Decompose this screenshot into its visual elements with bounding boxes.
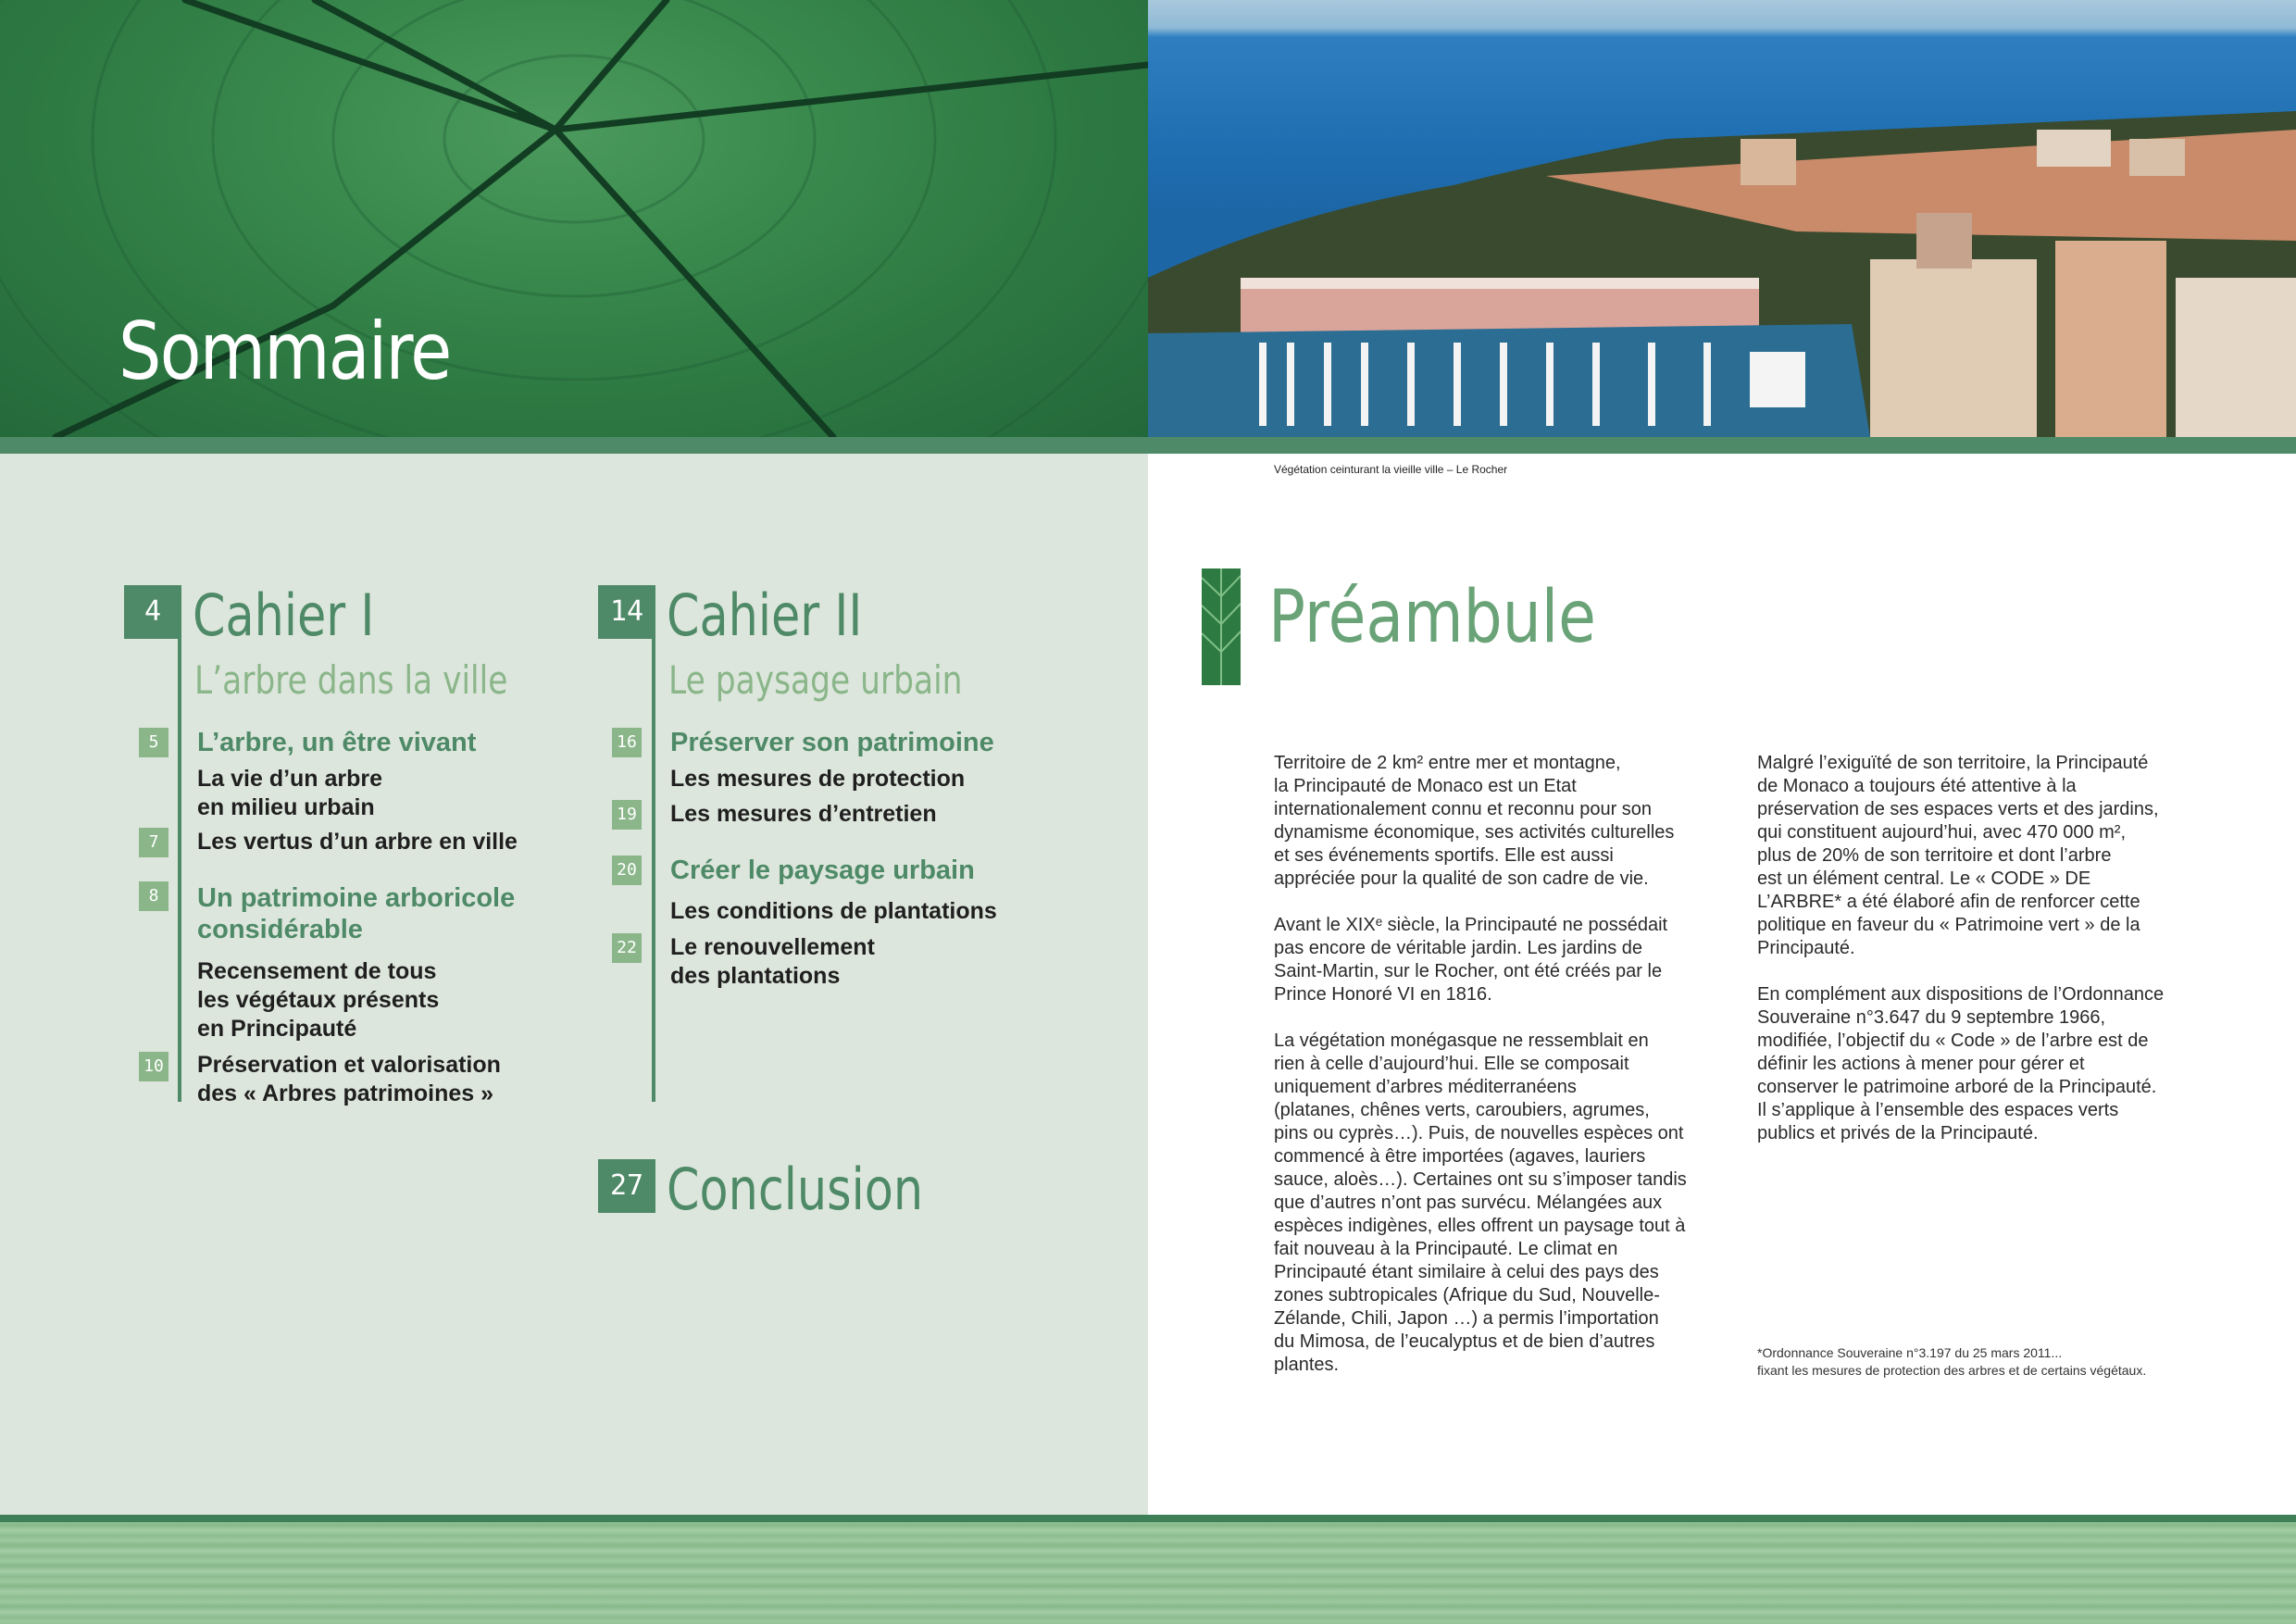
page-number: 20 [612, 856, 642, 885]
toc-section: Créer le paysage urbain [670, 856, 975, 885]
cahier1-rule [178, 639, 181, 1102]
footnote: *Ordonnance Souveraine n°3.197 du 25 mars 2011... fixant les mesures de protection des arbres et de certains végétaux. [1757, 1345, 2147, 1378]
section-title: Préambule [1268, 576, 1596, 659]
header-band [0, 437, 2296, 454]
page-number: 19 [612, 800, 642, 830]
paragraph: La végétation monégasque ne ressemblait en rien à celle d’aujourd’hui. Elle se composait uniquement d’arbres méditerranéens (platanes, chênes verts, caroubiers, agrumes, pins ou cyprès…). Puis, de nouvelles espèces ont commencé à être importées (agaves, lauriers sauce, aloès…). Certaines ont su s’imposer tandis que d’autres n’ont pas survécu. Mélangées aux espèces indigènes, elles offrent un paysage tout à fait nouveau à la Principauté. Le climat en Principauté étant similaire à celui des pays des zones subtropicales (Afrique du Sud, Nouvelle- Zélande, Chili, Japon …) a permis l’importation du Mimosa, de l’eucalyptus et de bien d’autres plantes. [1274, 1031, 1687, 1375]
toc-item: Les mesures d’entretien [670, 801, 937, 827]
page-number: 5 [139, 728, 168, 757]
page-title: Sommaire [119, 306, 451, 398]
footer-rule [0, 1515, 2296, 1522]
page-number: 22 [612, 933, 642, 963]
page-number: 8 [139, 881, 168, 911]
toc-item: Le renouvellement des plantations [670, 934, 875, 989]
photo-caption: Végétation ceinturant la vieille ville – Le Rocher [1274, 463, 1508, 476]
monaco-harbour-photo [1148, 0, 2296, 437]
conclusion-page-badge: 27 [598, 1159, 655, 1213]
cahier2-subtitle: Le paysage urbain [668, 657, 963, 703]
page-number: 16 [612, 728, 642, 757]
body-column-1 [1274, 752, 1709, 1400]
paragraph: En complément aux dispositions de l’Ordonnance Souveraine n°3.647 du 9 septembre 1966, modifiée, l’objectif du « Code » de l’arbre est de définir les actions à mener pour gérer et conserver le patrimoine arboré de la Principauté. Il s’applique à l’ensemble des espaces verts publics et privés de la Principauté. [1757, 984, 2165, 1143]
toc-section: Un patrimoine arboricole considérable [197, 883, 516, 944]
paragraph: Avant le XIXᵉ siècle, la Principauté ne possédait pas encore de véritable jardin. Les jardins de Saint-Martin, sur le Rocher, ont été créés par le Prince Honoré VI en 1816. [1274, 915, 1668, 1005]
toc-item: Les mesures de protection [670, 766, 966, 792]
cahier2-page-badge: 14 [598, 585, 655, 639]
leaf-icon [1202, 568, 1241, 685]
cahier2-title: Cahier II [667, 581, 863, 649]
conclusion-title: Conclusion [667, 1156, 924, 1223]
toc-section: Préserver son patrimoine [670, 728, 994, 757]
toc-section: L’arbre, un être vivant [197, 728, 477, 757]
cahier2-rule [652, 639, 655, 1102]
toc-item: Recensement de tous les végétaux présents en Principauté [197, 958, 440, 1042]
wood-texture-footer [0, 1515, 2296, 1624]
cahier1-subtitle: L’arbre dans la ville [194, 657, 508, 703]
paragraph: Malgré l’exiguïté de son territoire, la Principauté de Monaco a toujours été attentive à la préservation de ses espaces verts et des jardins, qui constituent aujourd’hui, avec 470 000 m², plus de 20% de son territoire et dont l’arbre est un élément central. Le « CODE » DE L’ARBRE* a été élaboré afin de renforcer cette politique en faveur du « Patrimoine vert » de la Principauté. [1757, 753, 2159, 958]
cahier1-page-badge: 4 [124, 585, 181, 639]
cahier1-title: Cahier I [193, 581, 375, 649]
page-number: 7 [139, 828, 168, 857]
toc-item: Préservation et valorisation des « Arbres patrimoines » [197, 1052, 501, 1106]
toc-item: Les conditions de plantations [670, 898, 997, 924]
toc-item: Les vertus d’un arbre en ville [197, 829, 518, 855]
toc-item: La vie d’un arbre en milieu urbain [197, 766, 383, 820]
paragraph: Territoire de 2 km² entre mer et montagne, la Principauté de Monaco est un Etat internationalement connu et reconnu pour son dynamisme économique, ses activités culturelles et ses événements sportifs. Elle est aussi appréciée pour la qualité de son cadre de vie. [1274, 753, 1675, 889]
body-column-2 [1757, 752, 2192, 1168]
page-number: 10 [139, 1052, 168, 1081]
